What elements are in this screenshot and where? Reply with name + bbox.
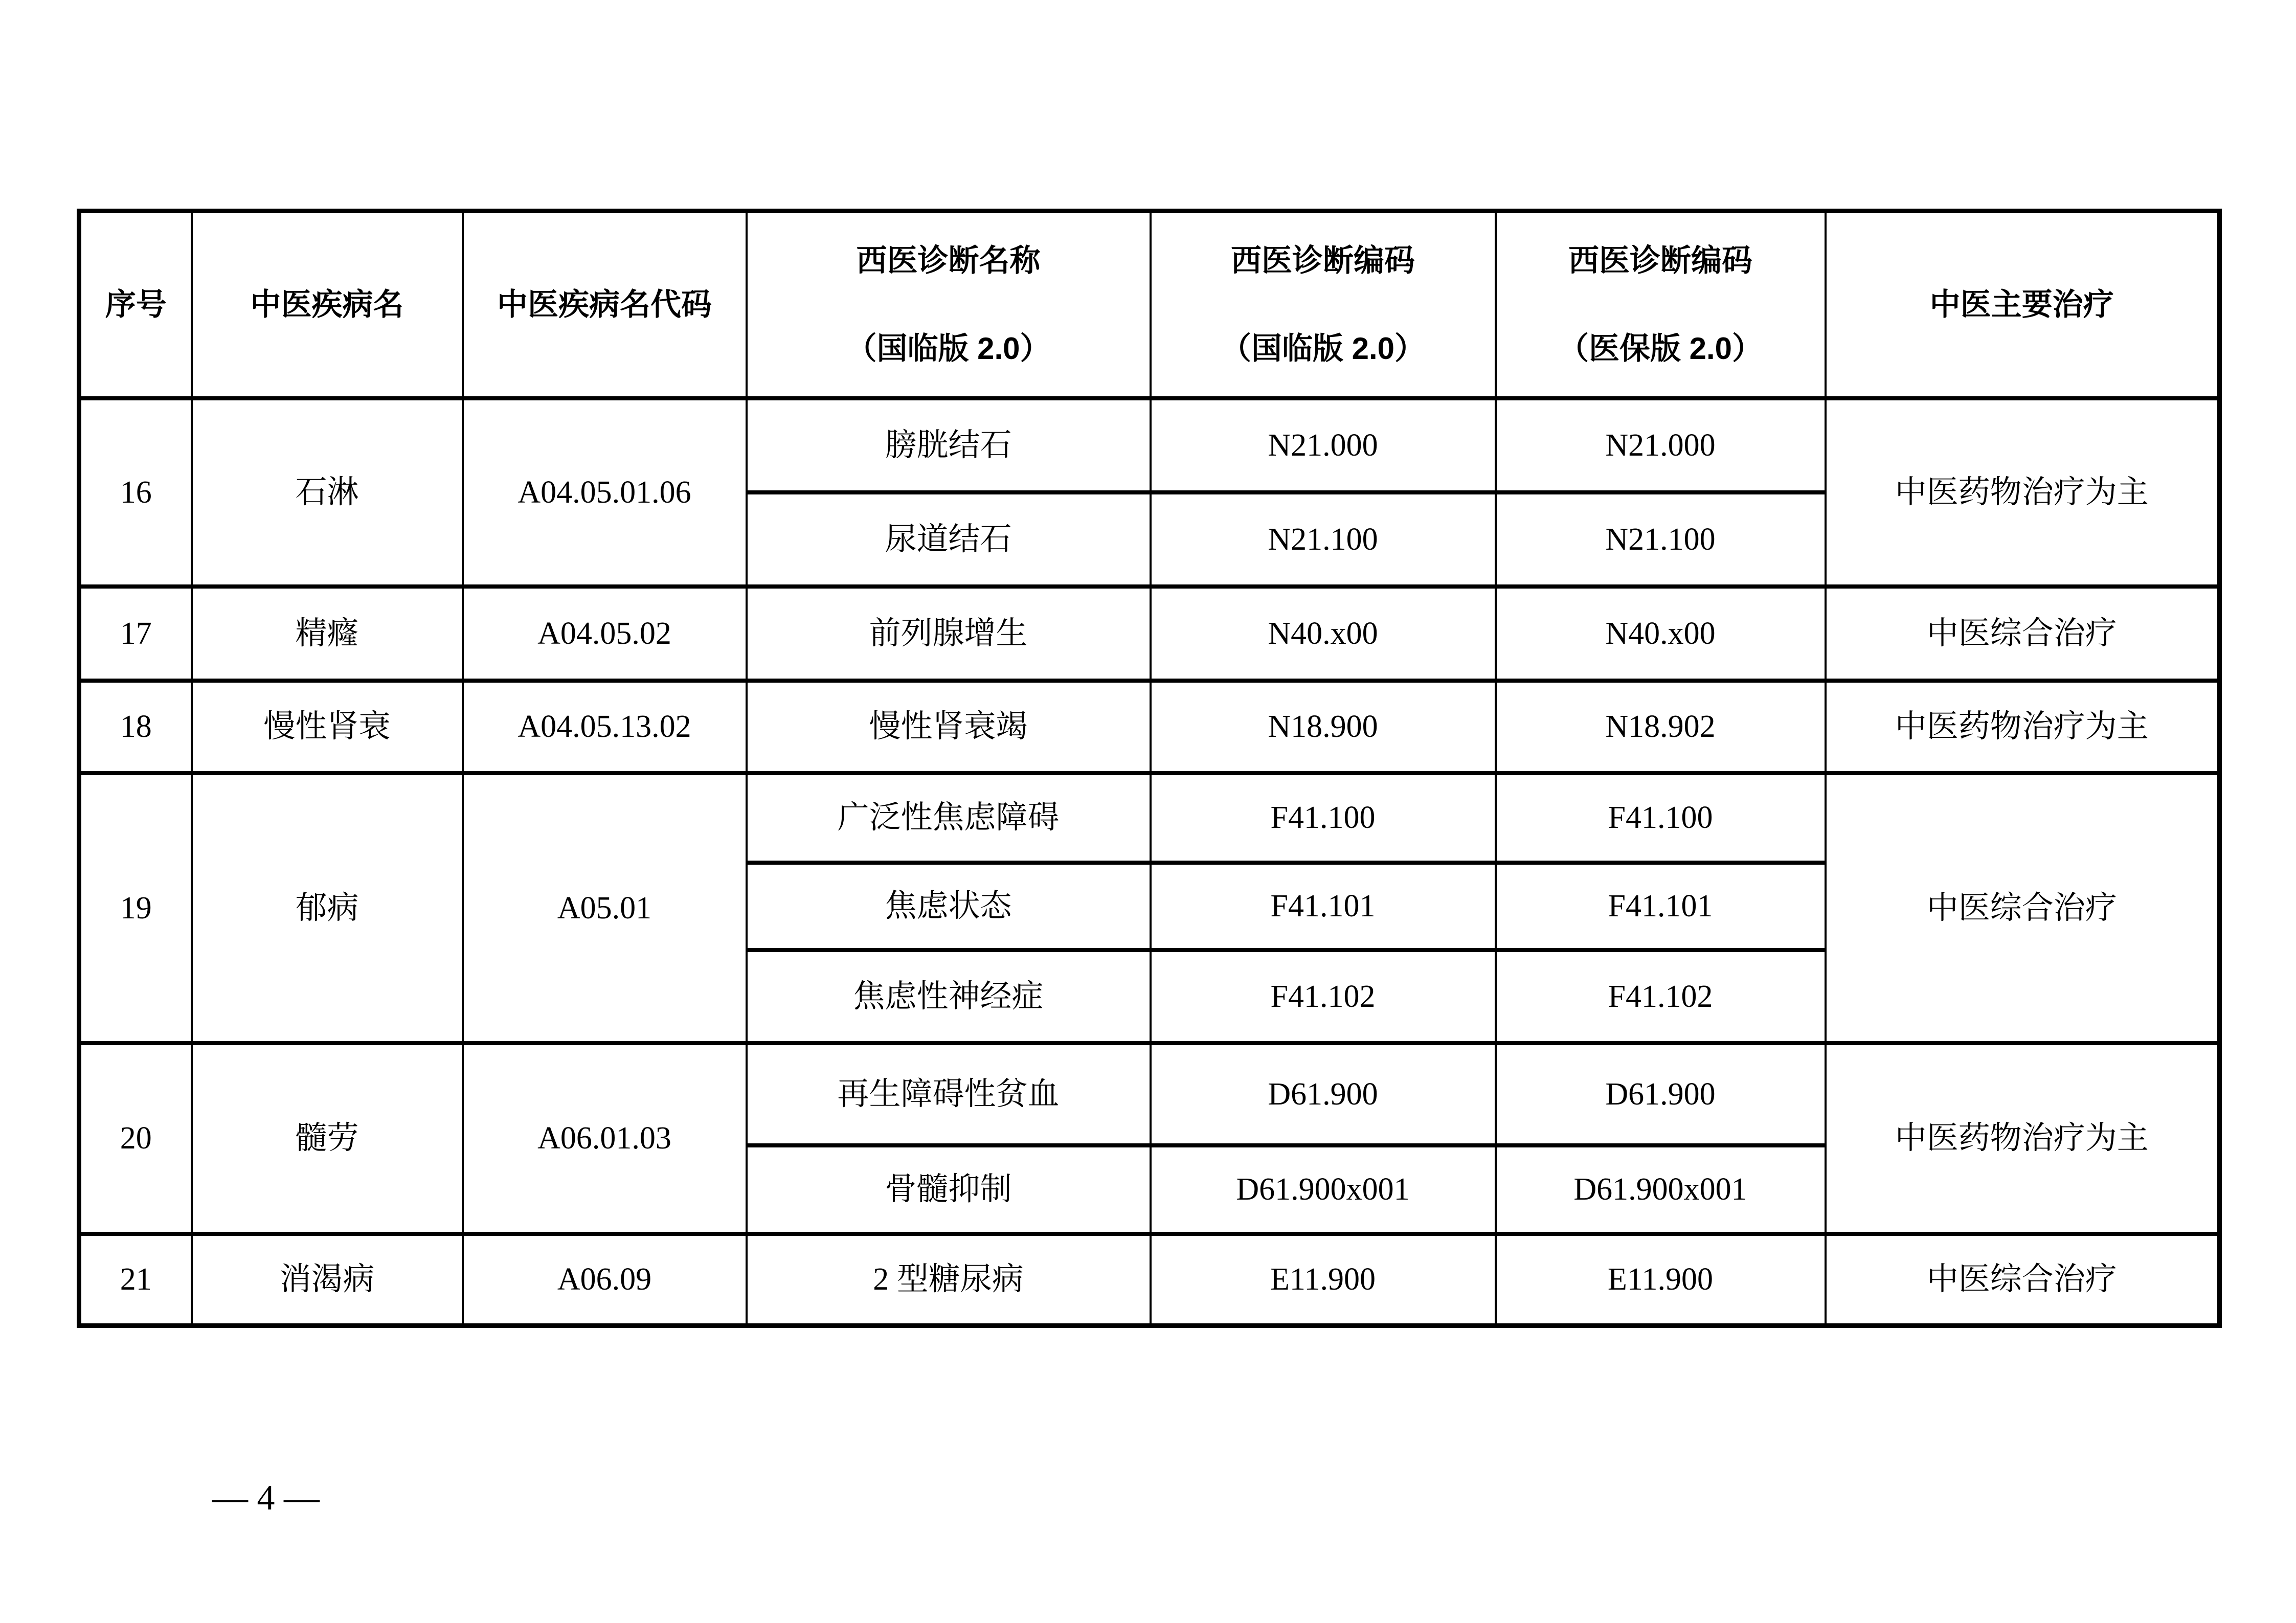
header-serial-number [79, 211, 192, 398]
header-title: 中医疾病名代码 [497, 287, 712, 322]
serial-cell: 20 [79, 1043, 192, 1234]
wm-name-cell: 焦虑状态 [747, 863, 1151, 950]
treatment-cell: 中医药物治疗为主 [1826, 681, 2220, 773]
wm-code-yibao-cell: N21.100 [1496, 492, 1826, 587]
serial-cell: 18 [79, 681, 192, 773]
wm-code-yibao-cell: F41.101 [1496, 863, 1826, 950]
tcm-name-cell: 慢性肾衰 [192, 681, 463, 773]
serial-cell: 21 [79, 1234, 192, 1326]
wm-name-cell: 2 型糖尿病 [747, 1234, 1151, 1326]
tcm-wm-diagnosis-mapping-table [77, 209, 2222, 1328]
header-title: 序号 [105, 287, 167, 322]
wm-code-guolin-cell: D61.900 [1151, 1043, 1496, 1145]
serial-cell: 19 [79, 773, 192, 1043]
serial-cell: 16 [79, 398, 192, 587]
table-row [79, 1043, 2220, 1145]
header-wm-diagnosis-code-yibao [1496, 211, 1826, 398]
tcm-code-cell: A06.01.03 [463, 1043, 747, 1234]
wm-code-guolin-cell: N21.100 [1151, 492, 1496, 587]
wm-code-guolin-cell: F41.101 [1151, 863, 1496, 950]
wm-code-guolin-cell: F41.100 [1151, 773, 1496, 863]
header-wm-diagnosis-code-guolin [1151, 211, 1496, 398]
serial-cell: 17 [79, 587, 192, 681]
table-header-row [79, 211, 2220, 398]
table-row [79, 398, 2220, 492]
table-row [79, 587, 2220, 681]
table-row [79, 1234, 2220, 1326]
header-title: 西医诊断名称 [856, 243, 1041, 278]
treatment-cell: 中医药物治疗为主 [1826, 398, 2220, 587]
treatment-cell: 中医综合治疗 [1826, 1234, 2220, 1326]
wm-code-guolin-cell: F41.102 [1151, 950, 1496, 1043]
header-title: 中医疾病名 [250, 287, 404, 322]
wm-name-cell: 尿道结石 [747, 492, 1151, 587]
header-subtitle: （医保版 2.0） [1558, 331, 1763, 366]
header-wm-diagnosis-name [747, 211, 1151, 398]
wm-name-cell: 前列腺增生 [747, 587, 1151, 681]
wm-code-guolin-cell: E11.900 [1151, 1234, 1496, 1326]
wm-name-cell: 膀胱结石 [747, 398, 1151, 492]
wm-code-yibao-cell: D61.900x001 [1496, 1145, 1826, 1234]
wm-name-cell: 再生障碍性贫血 [747, 1043, 1151, 1145]
header-title: 西医诊断编码 [1568, 243, 1752, 278]
wm-code-yibao-cell: N18.902 [1496, 681, 1826, 773]
wm-code-yibao-cell: N21.000 [1496, 398, 1826, 492]
header-subtitle: （国临版 2.0） [846, 331, 1051, 366]
tcm-name-cell: 消渴病 [192, 1234, 463, 1326]
page-number: — 4 — [212, 1478, 320, 1518]
wm-name-cell: 骨髓抑制 [747, 1145, 1151, 1234]
header-subtitle: （国临版 2.0） [1220, 331, 1426, 366]
table-row [79, 681, 2220, 773]
wm-code-guolin-cell: D61.900x001 [1151, 1145, 1496, 1234]
wm-code-yibao-cell: E11.900 [1496, 1234, 1826, 1326]
header-tcm-main-treatment [1826, 211, 2220, 398]
wm-name-cell: 慢性肾衰竭 [747, 681, 1151, 773]
wm-code-yibao-cell: F41.100 [1496, 773, 1826, 863]
wm-code-yibao-cell: F41.102 [1496, 950, 1826, 1043]
tcm-code-cell: A04.05.02 [463, 587, 747, 681]
tcm-code-cell: A04.05.13.02 [463, 681, 747, 773]
tcm-name-cell: 精癃 [192, 587, 463, 681]
tcm-name-cell: 郁病 [192, 773, 463, 1043]
wm-name-cell: 焦虑性神经症 [747, 950, 1151, 1043]
treatment-cell: 中医综合治疗 [1826, 587, 2220, 681]
tcm-code-cell: A05.01 [463, 773, 747, 1043]
wm-code-yibao-cell: D61.900 [1496, 1043, 1826, 1145]
header-title: 中医主要治疗 [1929, 287, 2114, 322]
wm-code-yibao-cell: N40.x00 [1496, 587, 1826, 681]
treatment-cell: 中医药物治疗为主 [1826, 1043, 2220, 1234]
wm-code-guolin-cell: N21.000 [1151, 398, 1496, 492]
wm-code-guolin-cell: N18.900 [1151, 681, 1496, 773]
treatment-cell: 中医综合治疗 [1826, 773, 2220, 1043]
tcm-code-cell: A04.05.01.06 [463, 398, 747, 587]
tcm-name-cell: 石淋 [192, 398, 463, 587]
header-tcm-disease-name [192, 211, 463, 398]
wm-name-cell: 广泛性焦虑障碍 [747, 773, 1151, 863]
tcm-name-cell: 髓劳 [192, 1043, 463, 1234]
header-title: 西医诊断编码 [1231, 243, 1415, 278]
wm-code-guolin-cell: N40.x00 [1151, 587, 1496, 681]
header-tcm-disease-code [463, 211, 747, 398]
tcm-code-cell: A06.09 [463, 1234, 747, 1326]
table-row [79, 773, 2220, 863]
